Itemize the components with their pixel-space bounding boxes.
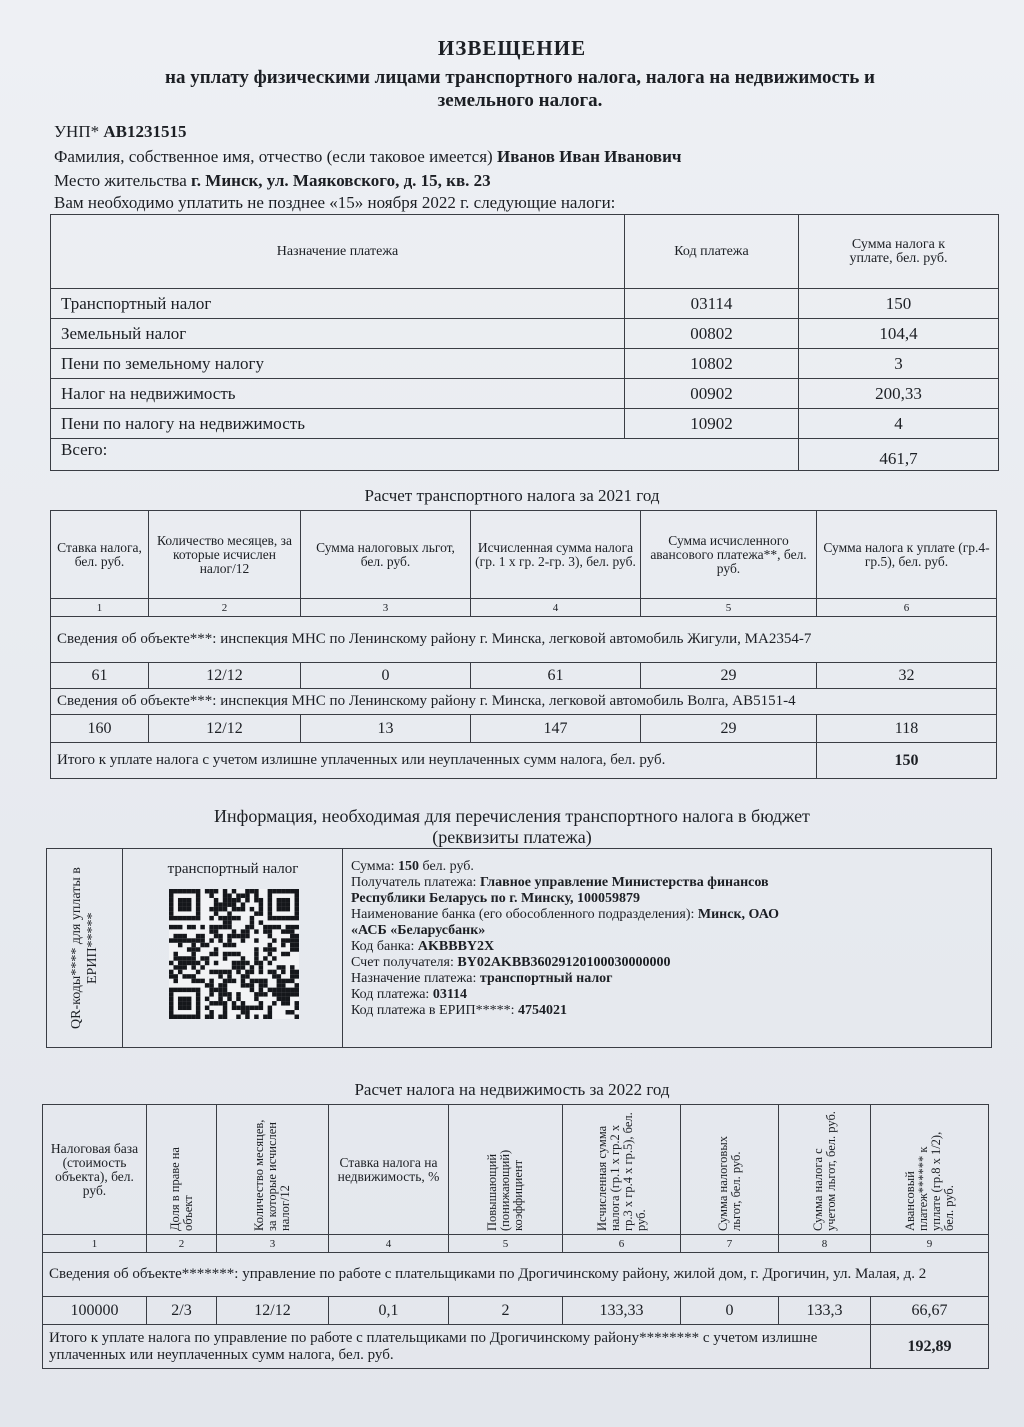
property-cell: 0 <box>681 1297 779 1325</box>
property-header-cell: Исчисленная сумма налога (гр.1 х гр.2 х гр.3 х гр.4 х гр.5), бел. руб. <box>563 1105 681 1235</box>
property-section-title: Расчет налога на недвижимость за 2022 год <box>354 1080 670 1099</box>
property-cell: 2 <box>449 1297 563 1325</box>
property-header-cell: Доля в праве на объект <box>147 1105 217 1235</box>
payment-purpose: Пени по земельному налогу <box>51 349 625 379</box>
property-cell: 133,33 <box>563 1297 681 1325</box>
recipient-account: BY02AKBB36029120100030000000 <box>457 955 671 970</box>
column-number: 4 <box>329 1235 449 1253</box>
transport-header-cell: Ставка налога, бел. руб. <box>51 511 149 599</box>
summary-row <box>51 409 999 439</box>
property-header-cell: Сумма налоговых льгот, бел. руб. <box>681 1105 779 1235</box>
property-header-cell: Авансовый платеж****** к уплате (гр.8 х 1/2), бел. руб. <box>871 1105 989 1235</box>
property-col-numbers <box>43 1235 989 1253</box>
payment-code: 03114 <box>625 289 799 319</box>
column-number: 6 <box>817 599 997 617</box>
transport-cell: 147 <box>471 715 641 743</box>
column-number: 3 <box>301 599 471 617</box>
taxpayer-address: г. Минск, ул. Маяковского, д. 15, кв. 23 <box>191 171 491 190</box>
property-cell: 133,3 <box>779 1297 871 1325</box>
transport-cell: 12/12 <box>149 663 301 689</box>
transport-cell: 32 <box>817 663 997 689</box>
transport-cell: 12/12 <box>149 715 301 743</box>
taxpayer-name: Иванов Иван Иванович <box>496 147 682 166</box>
column-number: 7 <box>681 1235 779 1253</box>
property-cell: 0,1 <box>329 1297 449 1325</box>
payment-purpose: Транспортный налог <box>51 289 625 319</box>
name-line: Фамилия, собственное имя, отчество (если таковое имеется) Иванов Иван Иванович <box>54 147 682 166</box>
transport-header-row <box>51 511 997 599</box>
payment-amount: 104,4 <box>799 319 999 349</box>
column-number: 2 <box>147 1235 217 1253</box>
payment-purpose: Пени по налогу на недвижимость <box>51 409 625 439</box>
column-number: 5 <box>449 1235 563 1253</box>
payment-amount: 150 <box>799 289 999 319</box>
transport-header-cell: Сумма налога к уплате (гр.4-гр.5), бел. руб. <box>817 511 997 599</box>
property-cell: 12/12 <box>217 1297 329 1325</box>
transport-table <box>50 510 997 779</box>
transport-data-row <box>51 715 997 743</box>
transport-section-title: Расчет транспортного налога за 2021 год <box>364 486 660 505</box>
address-line: Место жительства г. Минск, ул. Маяковского, д. 15, кв. 23 <box>54 171 491 190</box>
summary-row <box>51 289 999 319</box>
qr-code-icon[interactable] <box>169 889 299 1019</box>
bank-code: AKBBBY2X <box>417 939 495 954</box>
property-header-cell: Количество месяцев, за которые исчислен налог/12 <box>217 1105 329 1235</box>
transport-header-cell: Исчисленная сумма налога (гр. 1 х гр. 2-гр. 3), бел. руб. <box>471 511 641 599</box>
transport-object-1: Сведения об объекте***: инспекция МНС по Ленинскому району г. Минска, легковой автомобиль Жигули, МА2354-7 <box>51 617 997 663</box>
payment-code: 10802 <box>625 349 799 379</box>
notice-title: ИЗВЕЩЕНИЕ <box>437 36 587 60</box>
transport-data-row <box>51 663 997 689</box>
transport-cell: 118 <box>817 715 997 743</box>
transport-cell: 61 <box>471 663 641 689</box>
column-number: 4 <box>471 599 641 617</box>
payment-info-title: Информация, необходимая для перечисления транспортного налога в бюджет (реквизиты платежа) <box>214 806 810 847</box>
payment-code: 03114 <box>432 987 468 1002</box>
payment-purpose: Налог на недвижимость <box>51 379 625 409</box>
column-number: 5 <box>641 599 817 617</box>
unp-value: АВ1231515 <box>103 122 187 141</box>
transport-cell: 61 <box>51 663 149 689</box>
property-header-cell: Ставка налога на недвижимость, % <box>329 1105 449 1235</box>
payment-sum: 150 <box>398 859 420 874</box>
column-number: 3 <box>217 1235 329 1253</box>
transport-cell: 160 <box>51 715 149 743</box>
payment-code: 00802 <box>625 319 799 349</box>
property-cell: 66,67 <box>871 1297 989 1325</box>
deadline-line: Вам необходимо уплатить не позднее «15» ноября 2022 г. следующие налоги: <box>54 193 616 212</box>
property-table <box>42 1104 989 1369</box>
transport-object-2: Сведения об объекте***: инспекция МНС по Ленинскому району г. Минска, легковой автомобиль Волга, АВ5151-4 <box>51 689 997 715</box>
column-number: 8 <box>779 1235 871 1253</box>
property-header-cell: Сумма налога с учетом льгот, бел. руб. <box>779 1105 871 1235</box>
transport-cell: 29 <box>641 715 817 743</box>
property-data-row <box>43 1297 989 1325</box>
transport-total: 150 <box>817 743 997 779</box>
property-object: Сведения об объекте*******: управление по работе с плательщиками по Дрогичинскому району, жилой дом, г. Дрогичин, ул. Малая, д. 2 <box>43 1253 989 1297</box>
payment-requisites: Сумма: 150 бел. руб. Получатель платежа: Главное управление Министерства финансов Республики Беларусь по г. Минску, 100059879 Наименование банка (его обособленного подразделения): Минск, ОАО «АСБ «Беларусбанк» Код банка: AKBBBY2X Счет получателя: BY02AKBB36029120100030000000 Назначение платежа: транспортный налог Код платежа: 03114 Код платежа в ЕРИП*****: 4754021 <box>351 859 780 1018</box>
transport-header-cell: Сумма исчисленного авансового платежа**, бел. руб. <box>641 511 817 599</box>
erip-code: 4754021 <box>517 1003 567 1018</box>
column-number: 9 <box>871 1235 989 1253</box>
column-number: 1 <box>51 599 149 617</box>
summary-row <box>51 379 999 409</box>
summary-table <box>50 214 999 471</box>
property-total-row: Итого к уплате налога по управление по работе с плательщиками по Дрогичинскому району******** с учетом излишне уплаченных или неуплаченных сумм налога, бел. руб. 192,89 <box>43 1325 989 1369</box>
summary-header-row: Назначение платежа Код платежа Сумма налога к уплате, бел. руб. <box>51 215 999 289</box>
summary-total-row: Всего: 461,7 <box>51 439 999 471</box>
transport-header-cell: Сумма налоговых льгот, бел. руб. <box>301 511 471 599</box>
property-header-cell: Повышающий (понижающий) коэффициент <box>449 1105 563 1235</box>
payment-details-box <box>46 848 992 1048</box>
property-cell: 2/3 <box>147 1297 217 1325</box>
property-header-row <box>43 1105 989 1235</box>
column-number: 1 <box>43 1235 147 1253</box>
payment-code: 10902 <box>625 409 799 439</box>
property-header-cell: Налоговая база (стоимость объекта), бел. руб. <box>43 1105 147 1235</box>
transport-cell: 29 <box>641 663 817 689</box>
transport-header-cell: Количество месяцев, за которые исчислен налог/12 <box>149 511 301 599</box>
qr-side-label: QR-коды**** для уплаты в ЕРИП***** <box>68 867 100 1029</box>
payment-amount: 200,33 <box>799 379 999 409</box>
payment-amount: 4 <box>799 409 999 439</box>
column-number: 2 <box>149 599 301 617</box>
transport-cell: 13 <box>301 715 471 743</box>
property-total: 192,89 <box>871 1325 989 1369</box>
summary-row <box>51 349 999 379</box>
transport-col-numbers <box>51 599 997 617</box>
transport-cell: 0 <box>301 663 471 689</box>
payment-amount: 3 <box>799 349 999 379</box>
notice-subtitle: на уплату физическими лицами транспортного налога, налога на недвижимость и земельного налога. <box>165 67 875 111</box>
transport-total-row: Итого к уплате налога с учетом излишне уплаченных или неуплаченных сумм налога, бел. руб. 150 <box>51 743 997 779</box>
unp-line: УНП* АВ1231515 <box>54 122 187 141</box>
property-cell: 100000 <box>43 1297 147 1325</box>
qr-caption: транспортный налог <box>167 861 299 877</box>
summary-total: 461,7 <box>799 439 999 471</box>
column-number: 6 <box>563 1235 681 1253</box>
payment-code: 00902 <box>625 379 799 409</box>
payment-purpose: Земельный налог <box>51 319 625 349</box>
summary-row <box>51 319 999 349</box>
